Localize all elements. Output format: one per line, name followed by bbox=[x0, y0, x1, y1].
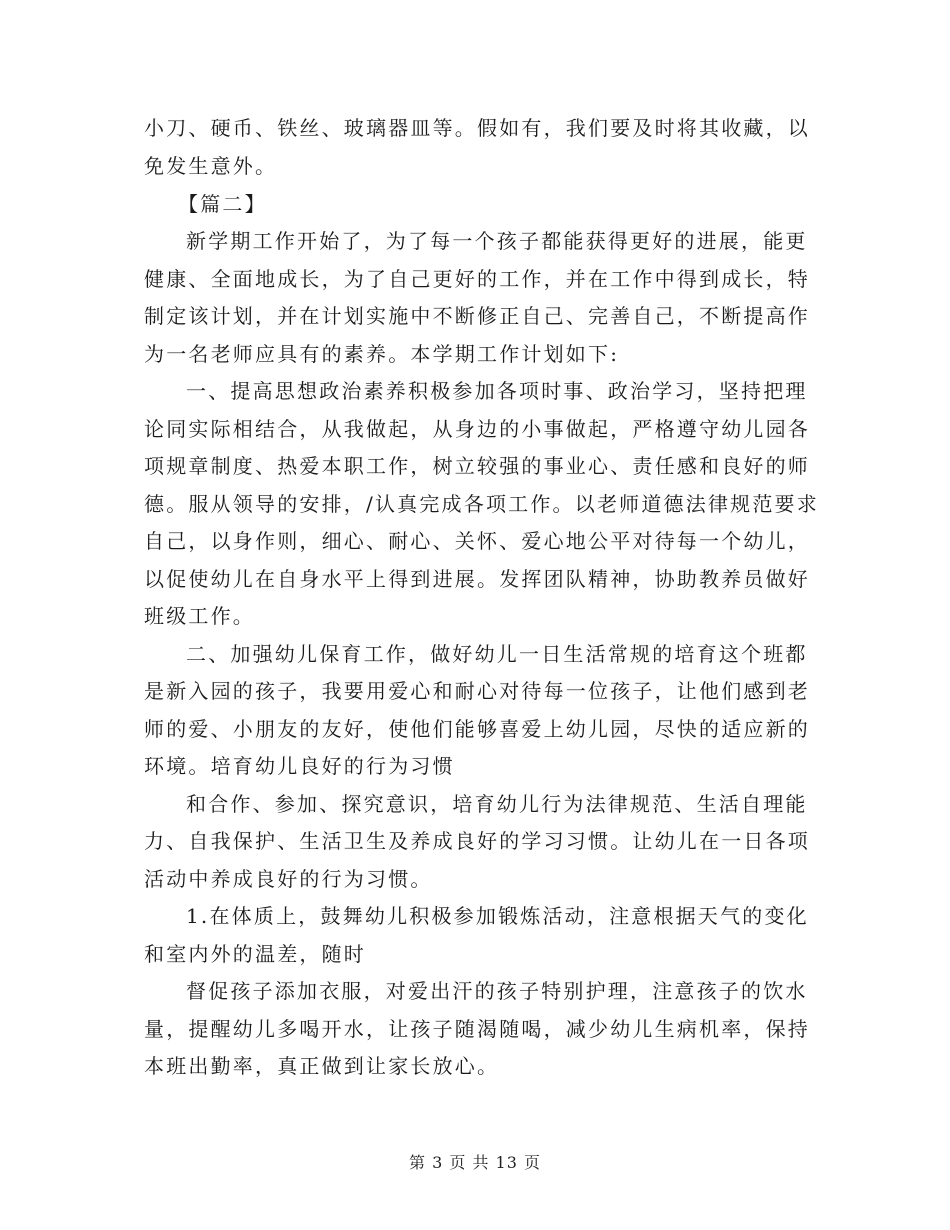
body-line-5: 健康、全面地成长，为了自己更好的工作，并在工作中得到成长，特 bbox=[144, 267, 810, 291]
section-heading: 【篇二】 bbox=[178, 192, 267, 216]
body-line-11: 德。服从领导的安排，/认真完成各项工作。以老师道德法律规范要求 bbox=[144, 492, 819, 516]
body-line-12: 自己，以身作则，细心、耐心、关怀、爱心地公平对待每一个幼儿， bbox=[144, 529, 810, 553]
page-number-footer: 第 3 页 共 13 页 bbox=[409, 1153, 541, 1172]
body-line-24: 督促孩子添加衣服，对爱出汗的孩子特别护理，注意孩子的饮水 bbox=[186, 979, 808, 1003]
body-line-2: 免发生意外。 bbox=[144, 154, 278, 178]
body-line-6: 制定该计划，并在计划实施中不断修正自己、完善自己，不断提高作 bbox=[144, 304, 810, 328]
body-line-13: 以促使幼儿在自身水平上得到进展。发挥团队精神，协助教养员做好 bbox=[144, 567, 810, 591]
body-line-9: 论同实际相结合，从我做起，从身边的小事做起，严格遵守幼儿园各 bbox=[144, 417, 810, 441]
body-line-4: 新学期工作开始了，为了每一个孩子都能获得更好的进展，能更 bbox=[186, 229, 808, 253]
body-line-15: 二、加强幼儿保育工作，做好幼儿一日生活常规的培育这个班都 bbox=[186, 642, 808, 666]
body-line-21: 活动中养成良好的行为习惯。 bbox=[144, 867, 433, 891]
body-line-17: 师的爱、小朋友的友好，使他们能够喜爱上幼儿园，尽快的适应新的 bbox=[144, 717, 810, 741]
body-line-20: 力、自我保护、生活卫生及养成良好的学习习惯。让幼儿在一日各项 bbox=[144, 829, 810, 853]
body-line-25: 量，提醒幼儿多喝开水，让孩子随渴随喝，减少幼儿生病机率，保持 bbox=[144, 1017, 810, 1041]
body-line-23: 和室内外的温差，随时 bbox=[144, 942, 366, 966]
body-line-18: 环境。培育幼儿良好的行为习惯 bbox=[144, 754, 455, 778]
body-line-8: 一、提高思想政治素养积极参加各项时事、政治学习，坚持把理 bbox=[186, 379, 808, 403]
body-line-1: 小刀、硬币、铁丝、玻璃器皿等。假如有，我们要及时将其收藏，以 bbox=[144, 116, 810, 140]
body-line-22: 1.在体质上，鼓舞幼儿积极参加锻炼活动，注意根据天气的变化 bbox=[186, 904, 809, 928]
body-line-10: 项规章制度、热爱本职工作，树立较强的事业心、责任感和良好的师 bbox=[144, 454, 810, 478]
body-line-7: 为一名老师应具有的素养。本学期工作计划如下: bbox=[144, 342, 620, 366]
body-line-14: 班级工作。 bbox=[144, 604, 255, 628]
body-line-26: 本班出勤率，真正做到让家长放心。 bbox=[144, 1054, 500, 1078]
body-line-19: 和合作、参加、探究意识，培育幼儿行为法律规范、生活自理能 bbox=[186, 792, 808, 816]
body-line-16: 是新入园的孩子，我要用爱心和耐心对待每一位孩子，让他们感到老 bbox=[144, 679, 810, 703]
